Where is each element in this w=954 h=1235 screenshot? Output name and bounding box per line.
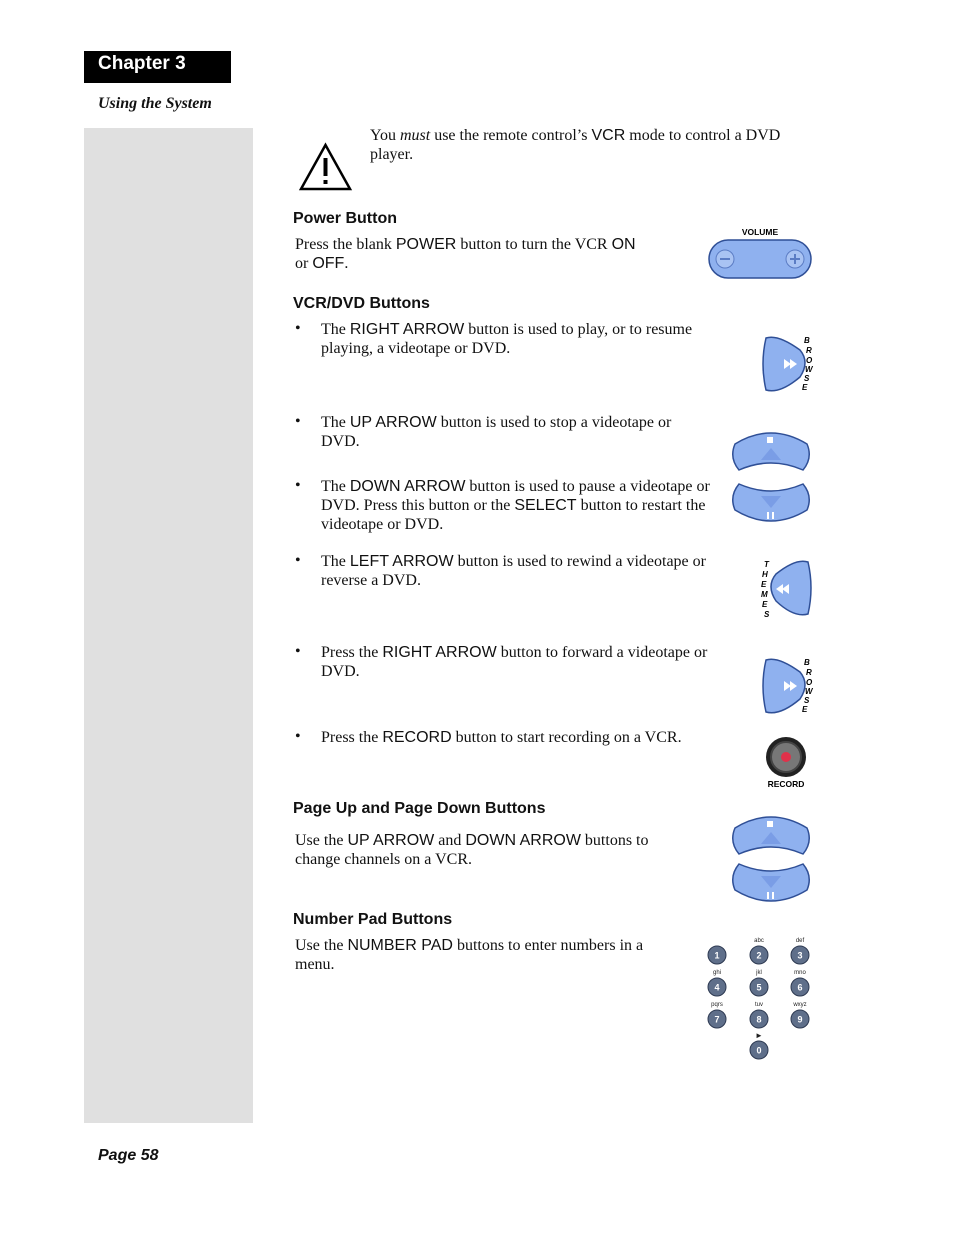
page-down-button	[729, 860, 813, 908]
down-arrow-pause-button	[729, 480, 813, 528]
numpad-letters: pqrs	[711, 1002, 723, 1008]
numpad-digit: 0	[756, 1045, 762, 1056]
bullet: •	[295, 728, 301, 745]
numpad-letters: ghi	[712, 970, 722, 976]
browse-letter: E	[802, 383, 808, 392]
left-arrow-themes-button	[758, 556, 814, 622]
themes-letter: E	[762, 600, 768, 609]
numpad-heading: Number Pad Buttons	[293, 911, 453, 928]
numpad-digit: 2	[756, 950, 762, 961]
power-text: Press the blank POWER button to turn the VCR ON or OFF.	[295, 236, 636, 272]
themes-letter: H	[762, 570, 768, 579]
numpad-letters: abc	[754, 938, 764, 944]
chapter-tab	[84, 51, 231, 83]
bullet: •	[295, 413, 301, 430]
browse-letter: W	[805, 687, 813, 696]
list-item: Press the RIGHT ARROW button to forward a videotape or DVD.	[321, 644, 708, 680]
themes-letter: T	[764, 560, 769, 569]
browse-letter: O	[806, 356, 813, 365]
power-heading: Power Button	[293, 210, 397, 227]
pageupdown-text: Use the UP ARROW and DOWN ARROW buttons to change channels on a VCR.	[295, 832, 649, 868]
numpad-digit: 3	[797, 950, 803, 961]
volume-button-image	[706, 226, 814, 280]
bullet: •	[295, 477, 301, 494]
numpad-digit: 5	[756, 982, 762, 993]
pageupdown-heading: Page Up and Page Down Buttons	[293, 800, 546, 817]
numpad-digit: 1	[714, 950, 720, 961]
list-item: The RIGHT ARROW button is used to play, or to resume playing, a videotape or DVD.	[321, 321, 693, 357]
numpad-letters: mno	[794, 970, 806, 976]
volume-label: VOLUME	[741, 227, 779, 237]
page-up-button	[729, 810, 813, 858]
numpad-digit: 8	[756, 1014, 762, 1025]
browse-letter: E	[802, 705, 808, 714]
browse-letter: S	[804, 696, 810, 705]
page-margin	[84, 128, 253, 1123]
bullet: •	[295, 552, 301, 569]
up-arrow-stop-button	[729, 426, 813, 474]
browse-letter: B	[804, 658, 810, 667]
list-item: The UP ARROW button is used to stop a videotape or DVD.	[321, 414, 672, 450]
browse-letter: R	[806, 346, 812, 355]
themes-letter: E	[761, 580, 767, 589]
warning-note: You must use the remote control’s VCR mode to control a DVD player.	[370, 127, 781, 163]
numpad-letters: ►	[755, 1031, 763, 1040]
browse-letter: R	[806, 668, 812, 677]
numpad-text: Use the NUMBER PAD buttons to enter numbers in a menu.	[295, 937, 644, 973]
numpad-digit: 7	[714, 1014, 720, 1025]
numpad-digit: 9	[797, 1014, 803, 1025]
bullet: •	[295, 320, 301, 337]
themes-letter: S	[764, 610, 770, 619]
list-item: The LEFT ARROW button is used to rewind a videotape or reverse a DVD.	[321, 553, 706, 589]
list-item: Press the RECORD button to start recording on a VCR.	[321, 729, 682, 746]
list-item: The DOWN ARROW button is used to pause a videotape or DVD. Press this button or the SELECT button to restart the videotape or DVD.	[321, 478, 710, 533]
numpad-digit: 4	[714, 982, 720, 993]
section-title: Using the System	[98, 95, 212, 112]
right-arrow-forward-button	[758, 654, 818, 719]
browse-letter: B	[804, 336, 810, 345]
numpad-letters: def	[795, 938, 805, 944]
chapter-label: Chapter 3	[98, 53, 186, 74]
record-button-image	[762, 736, 812, 790]
numpad-letters: wxyz	[793, 1002, 807, 1008]
numpad-letters: jkl	[756, 970, 762, 976]
bullet: •	[295, 643, 301, 660]
themes-letter: M	[761, 590, 768, 599]
number-pad-image	[700, 934, 818, 1062]
numpad-digit: 6	[797, 982, 803, 993]
right-arrow-browse-button	[758, 332, 818, 397]
browse-letter: O	[806, 678, 813, 687]
browse-letter: W	[805, 365, 813, 374]
vcrdvd-heading: VCR/DVD Buttons	[293, 295, 430, 312]
page-number: Page 58	[98, 1147, 159, 1164]
browse-letter: S	[804, 374, 810, 383]
record-label: RECORD	[767, 779, 805, 789]
numpad-letters: tuv	[754, 1002, 764, 1008]
warning-icon	[298, 142, 353, 192]
